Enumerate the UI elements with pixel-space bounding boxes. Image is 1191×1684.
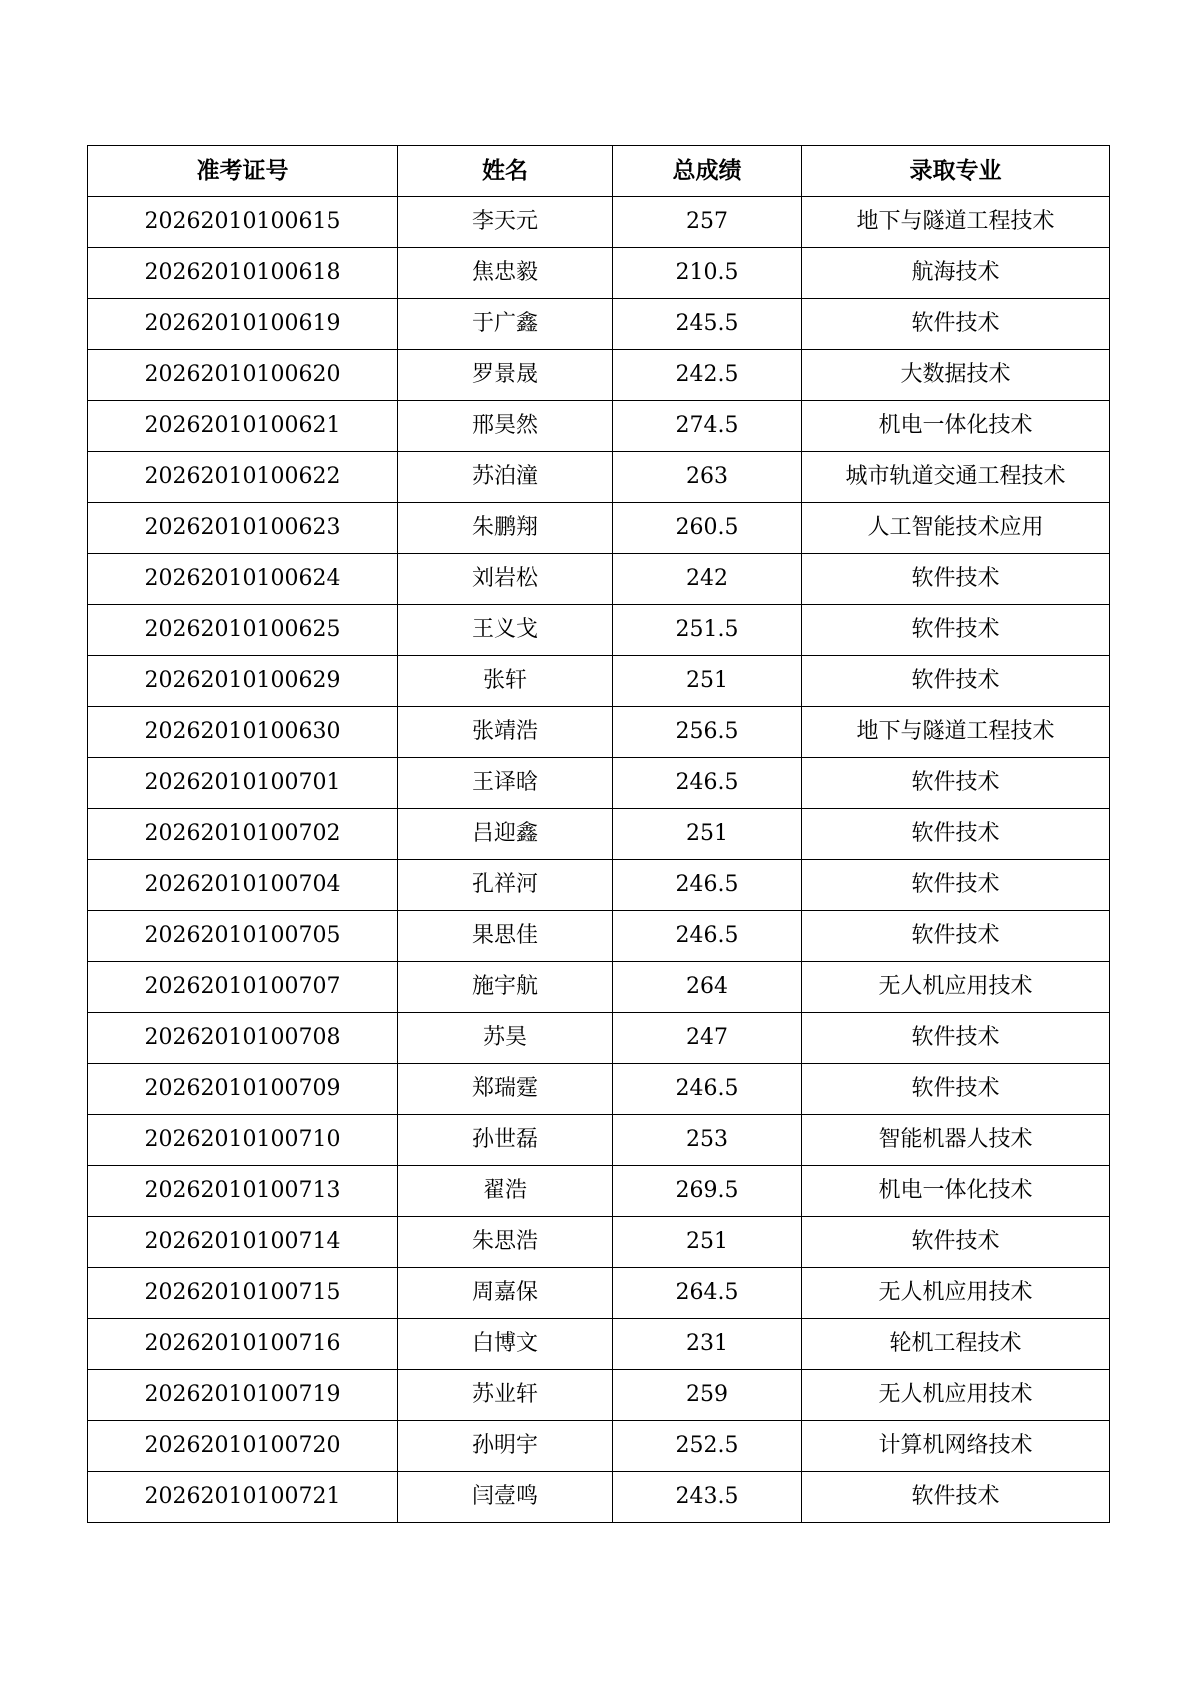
- cell-total-score: 231: [613, 1319, 802, 1370]
- cell-name: 果思佳: [398, 911, 613, 962]
- cell-name: 郑瑞霆: [398, 1064, 613, 1115]
- cell-admitted-major: 大数据技术: [802, 350, 1110, 401]
- cell-total-score: 251: [613, 809, 802, 860]
- cell-exam-id: 20262010100721: [88, 1472, 398, 1523]
- cell-exam-id: 20262010100702: [88, 809, 398, 860]
- header-total-score: 总成绩: [613, 146, 802, 197]
- cell-total-score: 245.5: [613, 299, 802, 350]
- cell-exam-id: 20262010100705: [88, 911, 398, 962]
- cell-exam-id: 20262010100716: [88, 1319, 398, 1370]
- table-row: [88, 707, 1110, 758]
- table-row: [88, 554, 1110, 605]
- cell-admitted-major: 无人机应用技术: [802, 1268, 1110, 1319]
- table-row: [88, 401, 1110, 452]
- table-row: [88, 860, 1110, 911]
- cell-total-score: 246.5: [613, 1064, 802, 1115]
- table-body: [88, 197, 1110, 1523]
- header-row: [88, 146, 1110, 197]
- header-exam-id: 准考证号: [88, 146, 398, 197]
- table-row: [88, 197, 1110, 248]
- cell-admitted-major: 城市轨道交通工程技术: [802, 452, 1110, 503]
- cell-admitted-major: 智能机器人技术: [802, 1115, 1110, 1166]
- cell-name: 朱思浩: [398, 1217, 613, 1268]
- cell-exam-id: 20262010100624: [88, 554, 398, 605]
- cell-total-score: 251.5: [613, 605, 802, 656]
- cell-name: 吕迎鑫: [398, 809, 613, 860]
- cell-exam-id: 20262010100619: [88, 299, 398, 350]
- cell-total-score: 246.5: [613, 911, 802, 962]
- cell-total-score: 256.5: [613, 707, 802, 758]
- cell-admitted-major: 机电一体化技术: [802, 401, 1110, 452]
- table-row: [88, 1370, 1110, 1421]
- cell-exam-id: 20262010100713: [88, 1166, 398, 1217]
- cell-total-score: 251: [613, 656, 802, 707]
- table-row: [88, 911, 1110, 962]
- cell-exam-id: 20262010100719: [88, 1370, 398, 1421]
- cell-name: 邢昊然: [398, 401, 613, 452]
- cell-exam-id: 20262010100708: [88, 1013, 398, 1064]
- cell-total-score: 264: [613, 962, 802, 1013]
- table-row: [88, 452, 1110, 503]
- cell-exam-id: 20262010100709: [88, 1064, 398, 1115]
- cell-total-score: 251: [613, 1217, 802, 1268]
- cell-name: 翟浩: [398, 1166, 613, 1217]
- cell-admitted-major: 软件技术: [802, 1217, 1110, 1268]
- cell-admitted-major: 人工智能技术应用: [802, 503, 1110, 554]
- cell-admitted-major: 软件技术: [802, 860, 1110, 911]
- table-row: [88, 1064, 1110, 1115]
- table-row: [88, 1166, 1110, 1217]
- cell-name: 王译晗: [398, 758, 613, 809]
- cell-exam-id: 20262010100715: [88, 1268, 398, 1319]
- cell-total-score: 252.5: [613, 1421, 802, 1472]
- cell-total-score: 263: [613, 452, 802, 503]
- table-row: [88, 1472, 1110, 1523]
- cell-exam-id: 20262010100625: [88, 605, 398, 656]
- cell-name: 李天元: [398, 197, 613, 248]
- cell-name: 苏业轩: [398, 1370, 613, 1421]
- cell-admitted-major: 航海技术: [802, 248, 1110, 299]
- table-header: [88, 146, 1110, 197]
- cell-admitted-major: 软件技术: [802, 299, 1110, 350]
- table-row: [88, 1115, 1110, 1166]
- cell-name: 苏泊潼: [398, 452, 613, 503]
- cell-name: 孔祥河: [398, 860, 613, 911]
- cell-admitted-major: 软件技术: [802, 1013, 1110, 1064]
- cell-total-score: 253: [613, 1115, 802, 1166]
- cell-exam-id: 20262010100620: [88, 350, 398, 401]
- cell-admitted-major: 软件技术: [802, 656, 1110, 707]
- table-row: [88, 962, 1110, 1013]
- cell-name: 刘岩松: [398, 554, 613, 605]
- cell-admitted-major: 软件技术: [802, 809, 1110, 860]
- cell-name: 焦忠毅: [398, 248, 613, 299]
- cell-exam-id: 20262010100630: [88, 707, 398, 758]
- cell-exam-id: 20262010100720: [88, 1421, 398, 1472]
- cell-exam-id: 20262010100621: [88, 401, 398, 452]
- cell-total-score: 274.5: [613, 401, 802, 452]
- cell-name: 闫壹鸣: [398, 1472, 613, 1523]
- cell-name: 周嘉保: [398, 1268, 613, 1319]
- table-row: [88, 350, 1110, 401]
- header-name: 姓名: [398, 146, 613, 197]
- table-row: [88, 1421, 1110, 1472]
- cell-total-score: 246.5: [613, 860, 802, 911]
- cell-admitted-major: 软件技术: [802, 1472, 1110, 1523]
- cell-total-score: 246.5: [613, 758, 802, 809]
- table-row: [88, 758, 1110, 809]
- cell-total-score: 260.5: [613, 503, 802, 554]
- cell-admitted-major: 软件技术: [802, 554, 1110, 605]
- cell-exam-id: 20262010100707: [88, 962, 398, 1013]
- cell-total-score: 257: [613, 197, 802, 248]
- cell-exam-id: 20262010100622: [88, 452, 398, 503]
- table-row: [88, 1217, 1110, 1268]
- cell-name: 张靖浩: [398, 707, 613, 758]
- cell-exam-id: 20262010100618: [88, 248, 398, 299]
- cell-admitted-major: 计算机网络技术: [802, 1421, 1110, 1472]
- cell-exam-id: 20262010100629: [88, 656, 398, 707]
- cell-admitted-major: 软件技术: [802, 1064, 1110, 1115]
- cell-name: 孙世磊: [398, 1115, 613, 1166]
- cell-admitted-major: 地下与隧道工程技术: [802, 197, 1110, 248]
- table-row: [88, 1013, 1110, 1064]
- cell-name: 朱鹏翔: [398, 503, 613, 554]
- cell-exam-id: 20262010100714: [88, 1217, 398, 1268]
- cell-total-score: 210.5: [613, 248, 802, 299]
- table-row: [88, 809, 1110, 860]
- cell-name: 罗景晟: [398, 350, 613, 401]
- cell-admitted-major: 轮机工程技术: [802, 1319, 1110, 1370]
- cell-exam-id: 20262010100623: [88, 503, 398, 554]
- table-row: [88, 503, 1110, 554]
- cell-name: 王义戈: [398, 605, 613, 656]
- table-row: [88, 656, 1110, 707]
- cell-admitted-major: 无人机应用技术: [802, 1370, 1110, 1421]
- cell-exam-id: 20262010100615: [88, 197, 398, 248]
- cell-exam-id: 20262010100701: [88, 758, 398, 809]
- table-row: [88, 299, 1110, 350]
- cell-total-score: 242.5: [613, 350, 802, 401]
- cell-admitted-major: 机电一体化技术: [802, 1166, 1110, 1217]
- cell-admitted-major: 软件技术: [802, 605, 1110, 656]
- header-admitted-major: 录取专业: [802, 146, 1110, 197]
- cell-name: 苏昊: [398, 1013, 613, 1064]
- cell-admitted-major: 软件技术: [802, 911, 1110, 962]
- table-row: [88, 1268, 1110, 1319]
- cell-name: 白博文: [398, 1319, 613, 1370]
- cell-total-score: 247: [613, 1013, 802, 1064]
- table-row: [88, 605, 1110, 656]
- cell-admitted-major: 软件技术: [802, 758, 1110, 809]
- cell-name: 张轩: [398, 656, 613, 707]
- cell-total-score: 242: [613, 554, 802, 605]
- cell-exam-id: 20262010100710: [88, 1115, 398, 1166]
- cell-total-score: 259: [613, 1370, 802, 1421]
- cell-admitted-major: 无人机应用技术: [802, 962, 1110, 1013]
- table-row: [88, 1319, 1110, 1370]
- cell-total-score: 264.5: [613, 1268, 802, 1319]
- cell-exam-id: 20262010100704: [88, 860, 398, 911]
- cell-name: 孙明宇: [398, 1421, 613, 1472]
- cell-name: 于广鑫: [398, 299, 613, 350]
- table-row: [88, 248, 1110, 299]
- admission-results-table: [87, 145, 1110, 1523]
- cell-admitted-major: 地下与隧道工程技术: [802, 707, 1110, 758]
- cell-total-score: 269.5: [613, 1166, 802, 1217]
- cell-name: 施宇航: [398, 962, 613, 1013]
- cell-total-score: 243.5: [613, 1472, 802, 1523]
